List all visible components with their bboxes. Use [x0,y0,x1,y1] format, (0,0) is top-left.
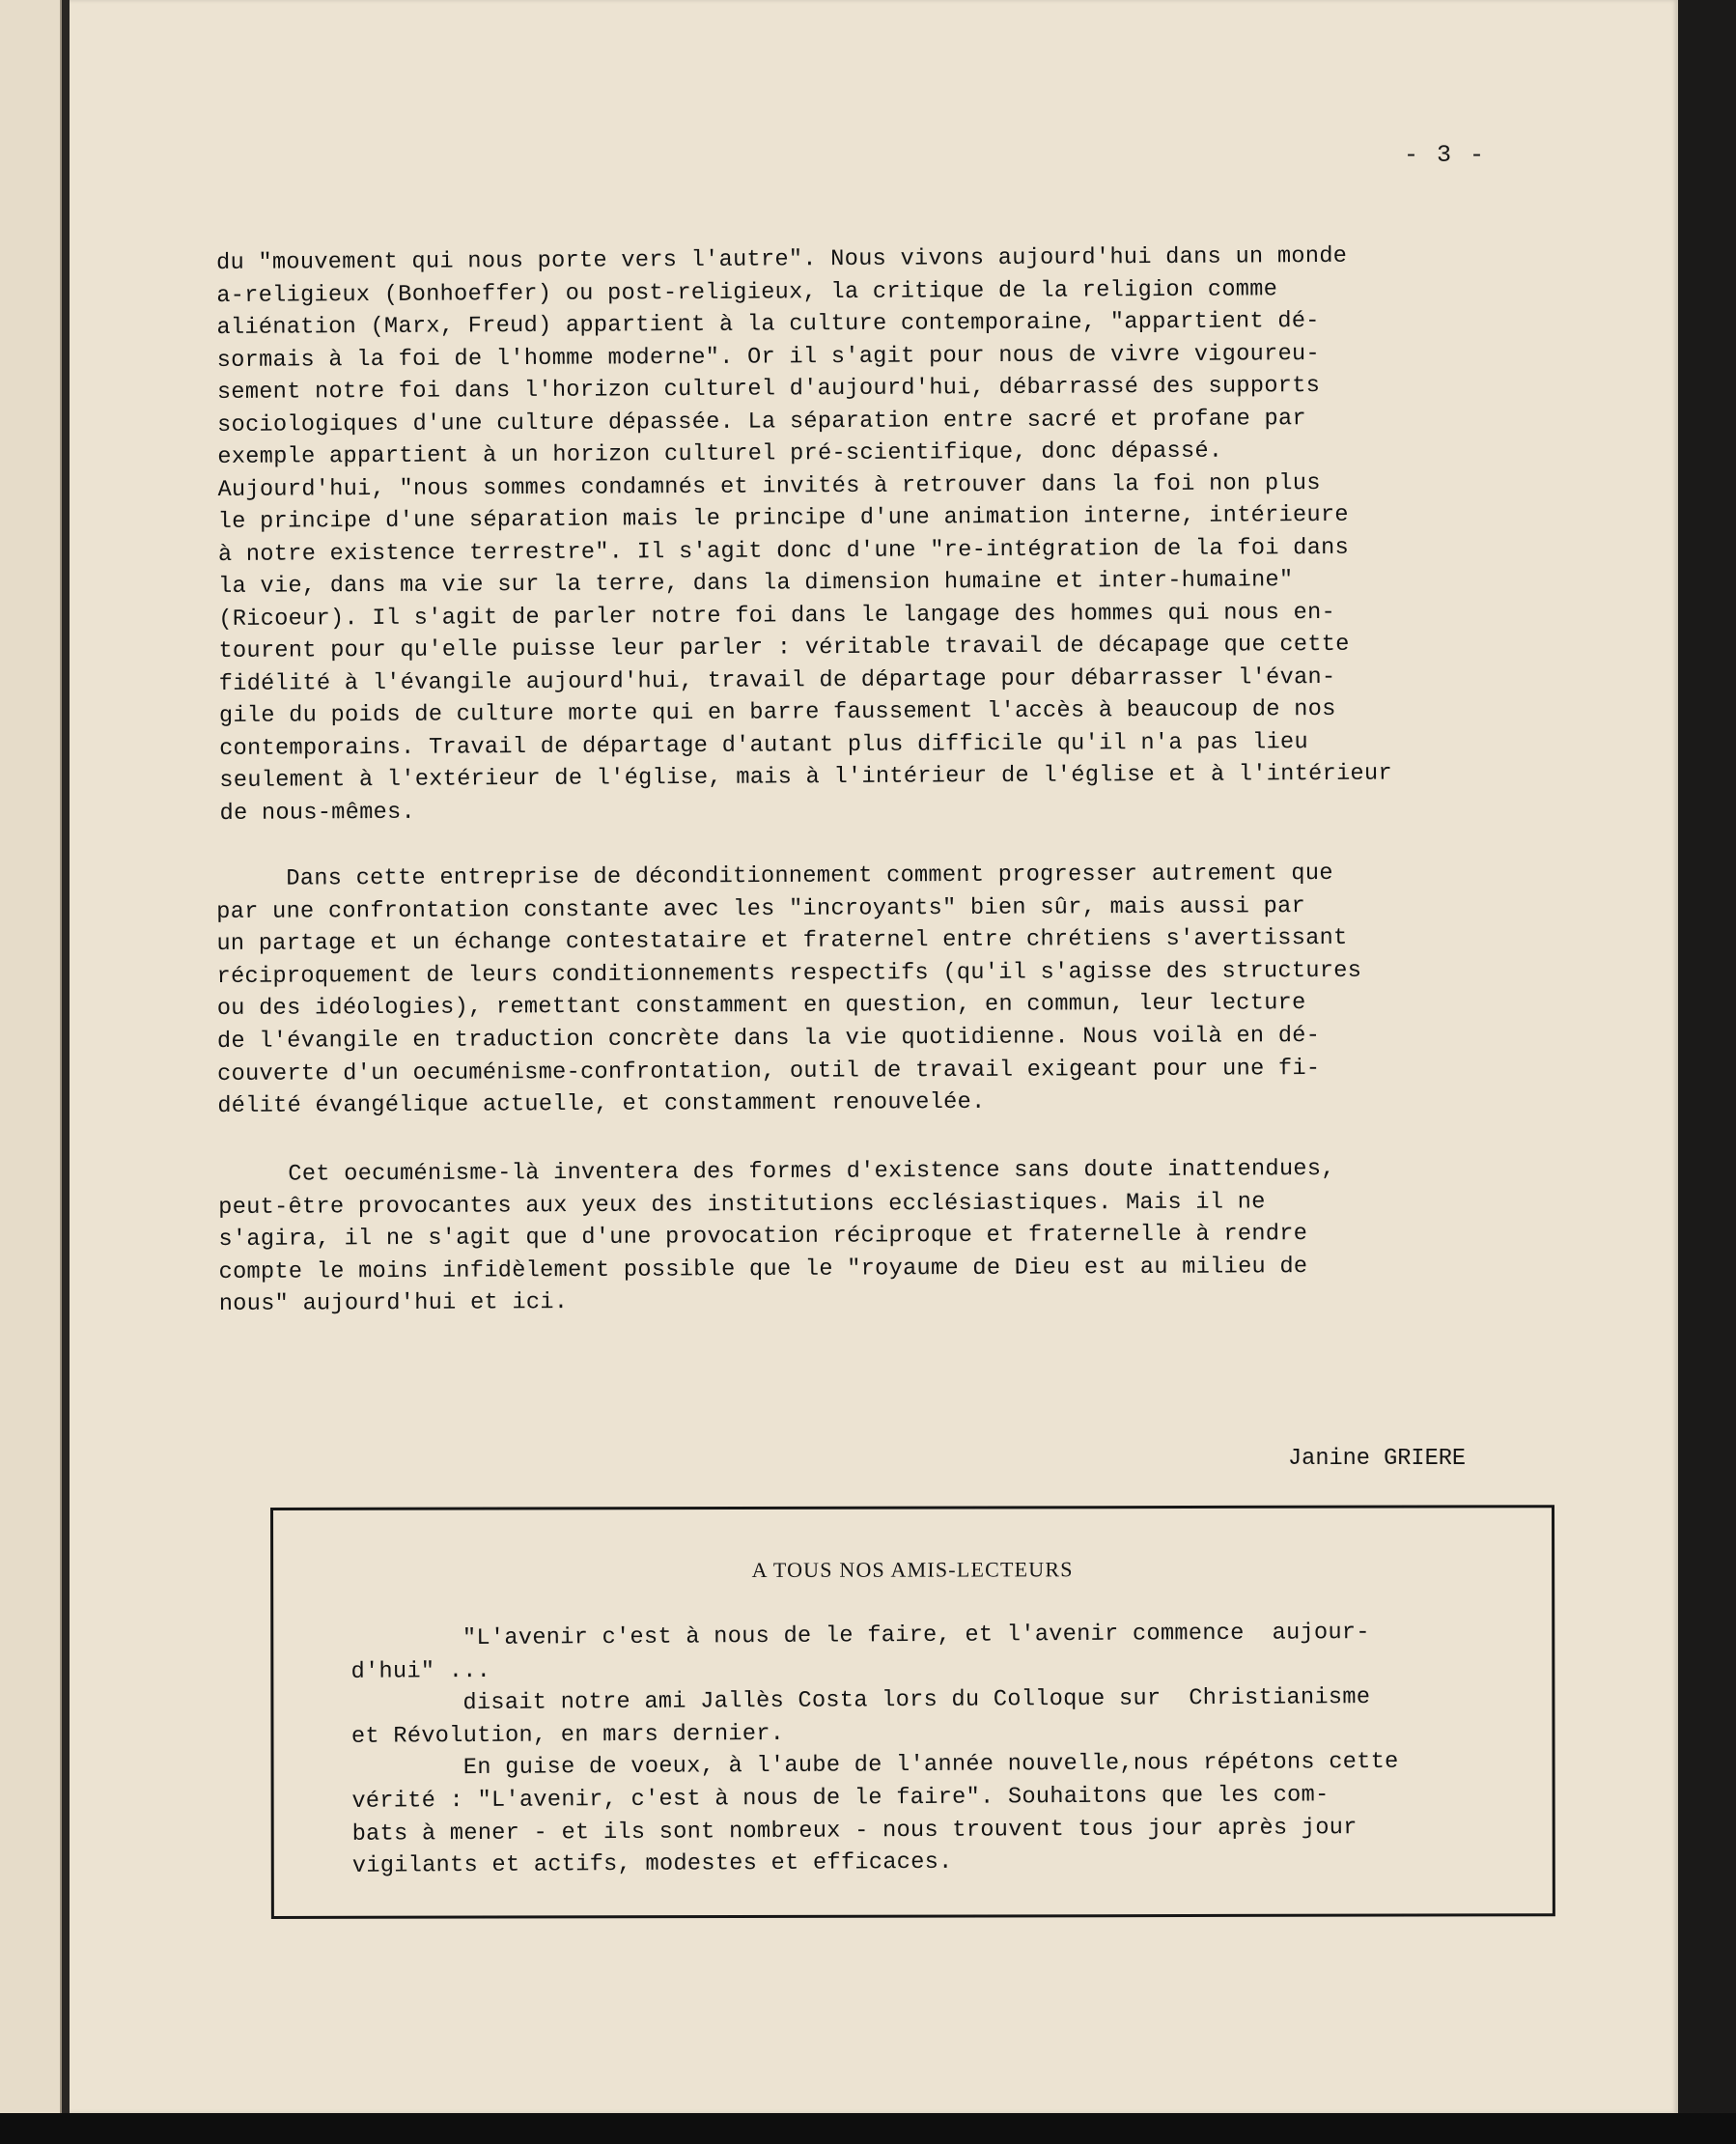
body-paragraph-1: du "mouvement qui nous porte vers l'autre". Nous vivons aujourd'hui dans un monde a-religieux (Bonhoeffer) ou post-religieux, la critique de la religion comme aliénation (Marx, Freud) appartient à la culture contemporaine, "appartient dé- sormais à la foi de l'homme moderne". Or il s'agit pour nous de vivre vigoureu- sement notre foi dans l'horizon culturel d'aujourd'hui, débarrassé des supports sociologiques d'une culture dépassée. La séparation entre sacré et profane par exemple appartient à un horizon culturel pré-scientifique, donc dépassé. Aujourd'hui, "nous sommes condamnés et invités à retrouver dans la foi non plus le principe d'une séparation mais le principe d'une animation interne, intérieure à notre existence terrestre". Il s'agit donc d'une "re-intégration de la foi dans la vie, dans ma vie sur la terre, dans la dimension humaine et inter-humaine" (Ricoeur). Il s'agit de parler notre foi dans le langage des hommes qui nous en- tourent pour qu'elle puisse leur parler : véritable travail de décapage que cette fidélité à l'évangile aujourd'hui, travail de départage pour débarrasser l'évan- gile du poids de culture morte qui en barre faussement l'accès à beaucoup de nos contemporains. Travail de départage d'autant plus difficile qu'il n'a pas lieu seulement à l'extérieur de l'église, mais à l'intérieur de l'église et à l'intérieur de nous-mêmes. [216,242,1392,827]
notice-text: "L'avenir c'est à nous de le faire, et l'avenir commence aujour- d'hui" ... disait notre ami Jallès Costa lors du Colloque sur Christianisme et Révolution, en mars dernier. En guise de voeux, à l'aube de l'année nouvelle,nous répétons cette vérité : "L'avenir, c'est à nous de le faire". Souhaitons que les com- bats à mener - et ils sont nombreux - nous trouvent tous jour après jour vigilants et actifs, modestes et efficaces. [350,1620,1399,1879]
author-signature: Janine GRIERE [1288,1446,1467,1472]
notice-title: A TOUS NOS AMIS-LECTEURS [751,1557,1074,1582]
body-paragraph-2: Dans cette entreprise de déconditionnement comment progresser autrement que par une confrontation constante avec les "incroyants" bien sûr, mais aussi par un partage et un échange contestataire et fraternel entre chrétiens s'avertissant réciproquement de leurs conditionnements respectifs (qu'il s'agisse des structures ou des idéologies), remettant constamment en question, en commun, leur lecture de l'évangile en traduction concrète dans la vie quotidienne. Nous voilà en dé- couverte d'un oecuménisme-confrontation, outil de travail exigeant pour une fi- délité évangélique actuelle, et constamment renouvelée. [216,860,1362,1120]
page-number: - 3 - [1404,141,1487,169]
scan-bottom-edge [0,2113,1736,2144]
body-paragraph-3: Cet oecuménisme-là inventera des formes d'existence sans doute inattendues, peut-être provocantes aux yeux des institutions ecclésiastiques. Mais il ne s'agira, il ne s'agit que d'une provocation réciproque et fraternelle à rendre compte le moins infidèlement possible que le "royaume de Dieu est au milieu de nous" aujourd'hui et ici. [218,1155,1335,1318]
previous-page-edge [0,0,62,2113]
readers-notice-box [270,1505,1555,1919]
binding-gutter [62,0,70,2113]
scanner-background [1678,0,1736,2113]
